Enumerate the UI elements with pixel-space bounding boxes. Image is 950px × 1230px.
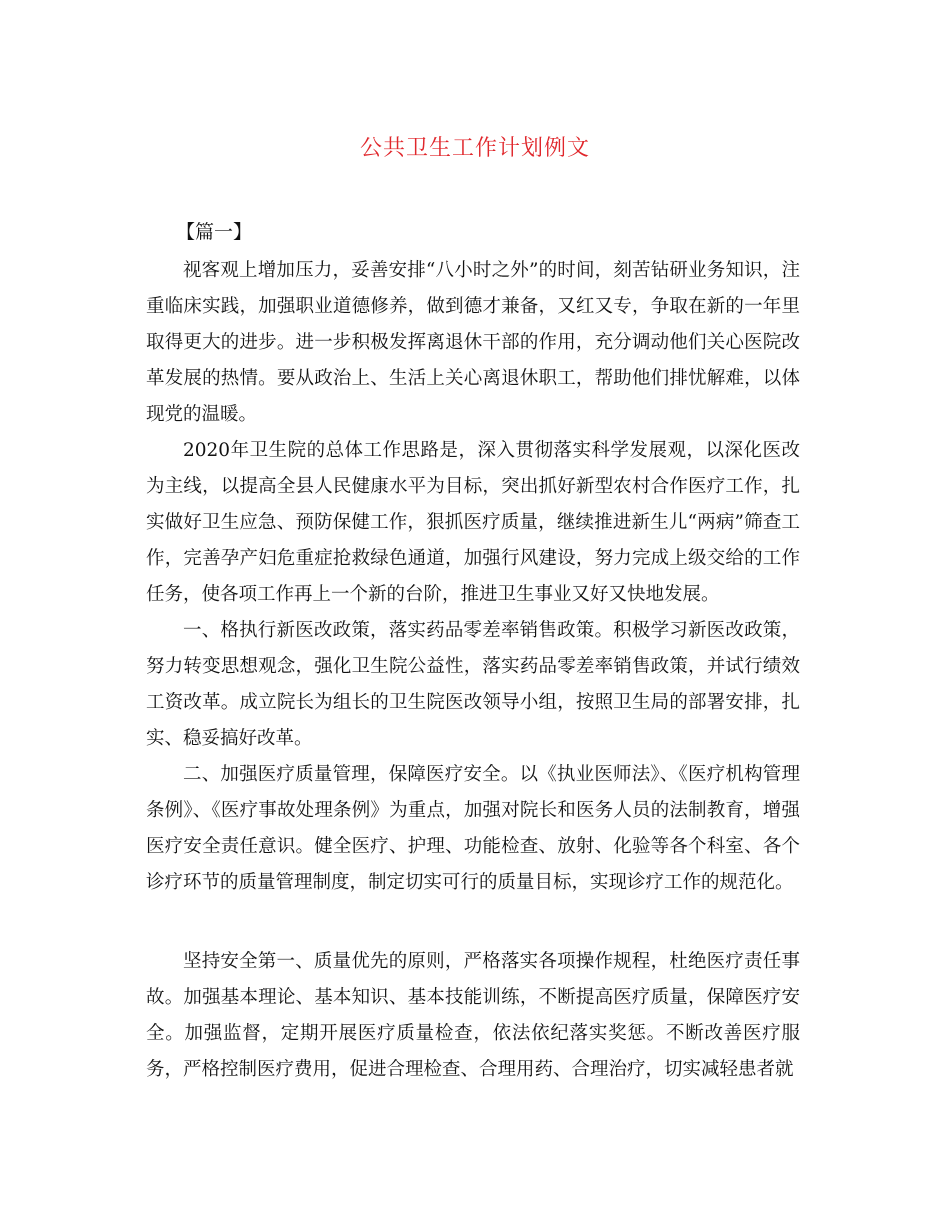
paragraph: 二、加强医疗质量管理，保障医疗安全。以《执业医师法》、《医疗机构管理条例》、《医疗事故处理条例》为重点，加强对院长和医务人员的法制教育，增强医疗安全责任意识。健全医疗、护理、功能检查、放射、化验等各个科室、各个诊疗环节的质量管理制度，制定切实可行的质量目标，实现诊疗工作的规范化。 [146,764,800,893]
section-label: 【篇一】 [176,221,253,243]
paragraph: 一、格执行新医改政策，落实药品零差率销售政策。积极学习新医改政策，努力转变思想观念，强化卫生院公益性，落实药品零差率销售政策，并试行绩效工资改革。成立院长为组长的卫生院医改领导小组，按照卫生局的部署安排，扎实、稳妥搞好改革。 [146,620,800,749]
paragraph: 2020年卫生院的总体工作思路是，深入贯彻落实科学发展观，以深化医改为主线，以提高全县人民健康水平为目标，突出抓好新型农村合作医疗工作，扎实做好卫生应急、预防保健工作，狠抓医疗质量，继续推进新生儿“两病”筛查工作，完善孕产妇危重症抢救绿色通道，加强行风建设，努力完成上级交给的工作任务，使各项工作再上一个新的台阶，推进卫生事业又好又快地发展。 [146,440,800,605]
paragraph: 坚持安全第一、质量优先的原则，严格落实各项操作规程，杜绝医疗责任事故。加强基本理论、基本知识、基本技能训练，不断提高医疗质量，保障医疗安全。加强监督，定期开展医疗质量检查，依法依纪落实奖惩。不断改善医疗服务，严格控制医疗费用，促进合理检查、合理用药、合理治疗，切实减轻患者就 [146,951,800,1080]
document-title: 公共卫生工作计划例文 [359,136,590,161]
paragraph: 视客观上增加压力，妥善安排“八小时之外”的时间，刻苦钻研业务知识，注重临床实践，加强职业道德修养，做到德才兼备，又红又专，争取在新的一年里取得更大的进步。进一步积极发挥离退休干部的作用，充分调动他们关心医院改革发展的热情。要从政治上、生活上关心离退休职工，帮助他们排忧解难，以体现党的温暖。 [146,260,800,425]
